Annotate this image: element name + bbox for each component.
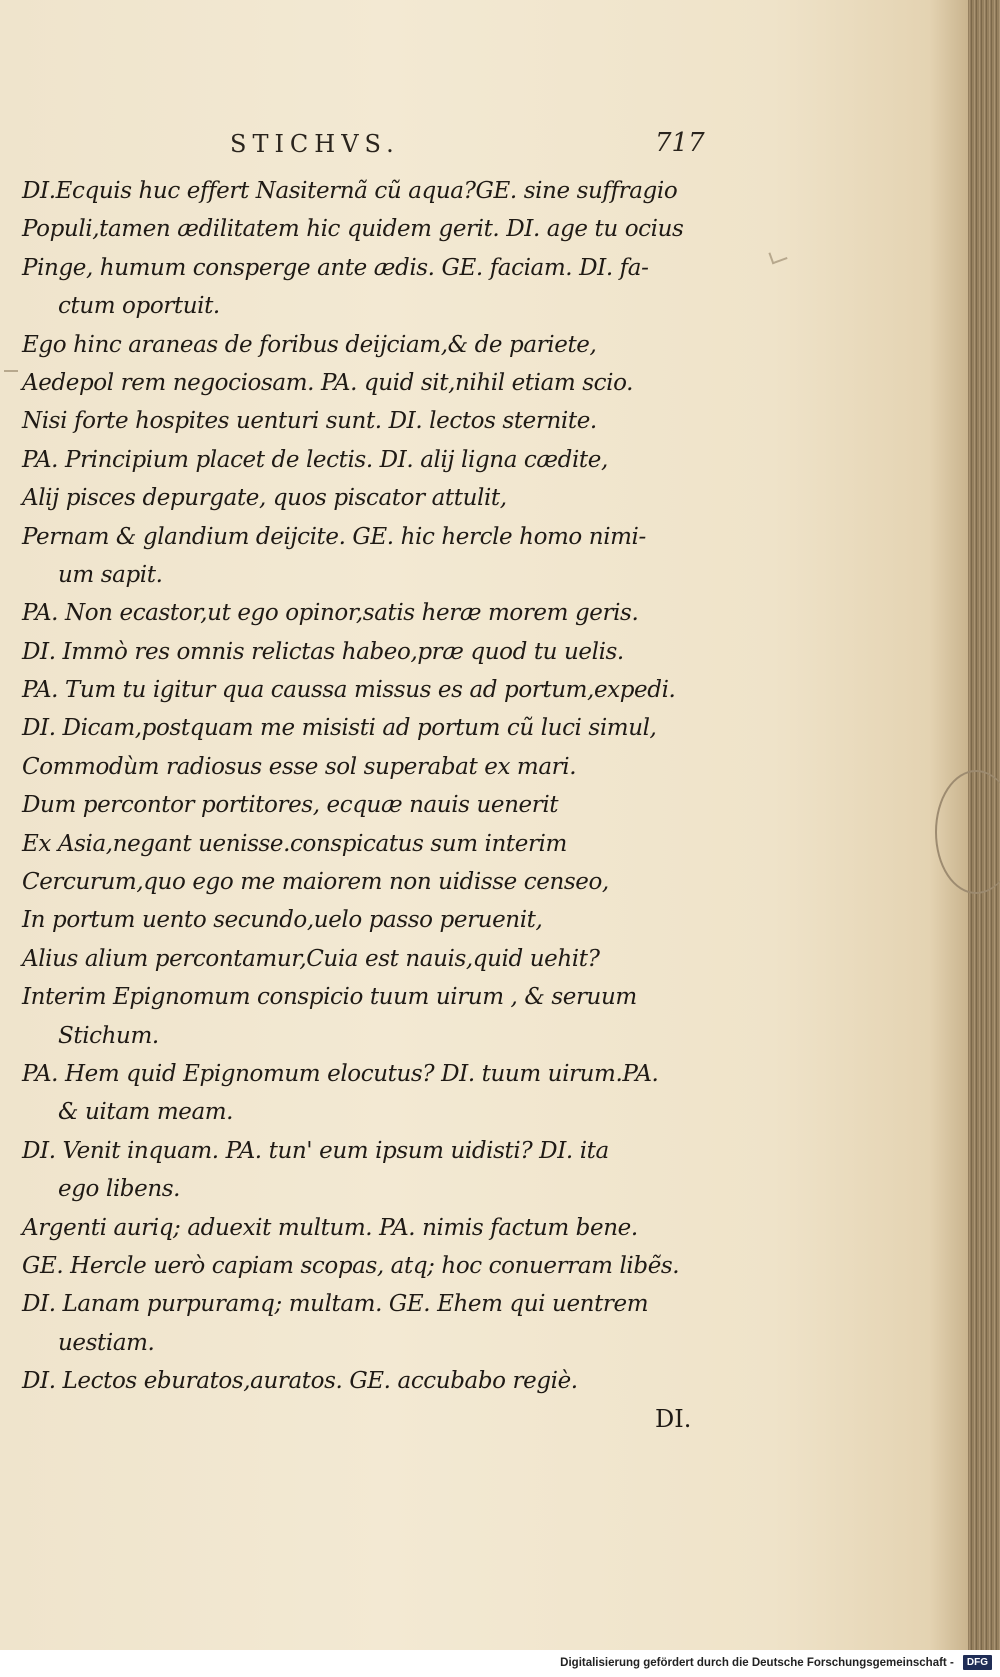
text-line: um sapit. [58,561,163,588]
text-line: PA. Principium placet de lectis. DI. alij ligna cædite, [22,446,608,473]
text-line: Nisi forte hospites uenturi sunt. DI. lectos sternite. [22,408,597,435]
digitization-footer [0,1650,1000,1677]
funding-credit: Digitalisierung gefördert durch die Deutsche Forschungsgemeinschaft - [560,1656,954,1669]
text-line: ctum oportuit. [58,293,220,320]
text-line: Pinge, humum consperge ante ædis. GE. faciam. DI. fa- [22,254,649,281]
text-line: DI. Lectos eburatos,auratos. GE. accubabo regiè. [22,1368,578,1395]
margin-pencil-mark [4,370,18,372]
text-line: GE. Hercle uerò capiam scopas, atq; hoc conuerram libẽs. [22,1252,680,1279]
verse-text-block [22,172,712,1401]
text-line: DI. Venit inquam. PA. tun' eum ipsum uidisti? DI. ita [22,1137,609,1164]
text-line: ego libens. [58,1176,181,1203]
text-line: Aedepol rem negociosam. PA. quid sit,nihil etiam scio. [22,369,634,396]
text-line: & uitam meam. [58,1099,234,1126]
text-line: DI.Ecquis huc effert Nasiternã cũ aqua?GE. sine suffragio [22,178,678,204]
text-line: Populi,tamen ædilitatem hic quidem gerit. DI. age tu ocius [22,216,684,243]
text-line: Ex Asia,negant uenisse.conspicatus sum interim [22,830,567,857]
text-line: Pernam & glandium deijcite. GE. hic hercle homo nimi- [22,523,646,550]
text-line: Alij pisces depurgate, quos piscator attulit, [22,485,507,512]
text-line: Dum percontor portitores, ecquæ nauis uenerit [22,792,559,819]
text-line: Ego hinc araneas de foribus deijciam,& de pariete, [22,331,597,358]
text-line: Commodùm radiosus esse sol superabat ex mari. [22,753,577,780]
margin-pencil-mark [768,248,787,265]
page-number: 717 [655,128,705,158]
running-head: STICHVS. [230,130,400,158]
catchword: DI. [655,1405,692,1433]
text-line: PA. Hem quid Epignomum elocutus? DI. tuum uirum.PA. [22,1060,659,1087]
text-line: In portum uento secundo,uelo passo peruenit, [22,907,543,934]
text-line: Alius alium percontamur,Cuia est nauis,quid uehit? [22,945,600,972]
text-line: Argenti auriq; aduexit multum. PA. nimis factum bene. [22,1214,638,1241]
text-line: PA. Tum tu igitur qua caussa missus es ad portum,expedi. [22,677,676,704]
text-line: DI. Immò res omnis relictas habeo,præ quod tu uelis. [22,638,624,665]
text-line: Stichum. [58,1022,159,1049]
text-line: DI. Lanam purpuramq; multam. GE. Ehem qui uentrem [22,1291,649,1318]
text-line: PA. Non ecastor,ut ego opinor,satis heræ morem geris. [22,600,639,627]
text-line: Cercurum,quo ego me maiorem non uidisse censeo, [22,869,609,896]
text-line: uestiam. [58,1329,155,1356]
text-line: Interim Epignomum conspicio tuum uirum , & seruum [22,984,637,1011]
dfg-logo-icon: DFG [963,1655,992,1670]
text-line: DI. Dicam,postquam me misisti ad portum cũ luci simul, [22,715,657,742]
